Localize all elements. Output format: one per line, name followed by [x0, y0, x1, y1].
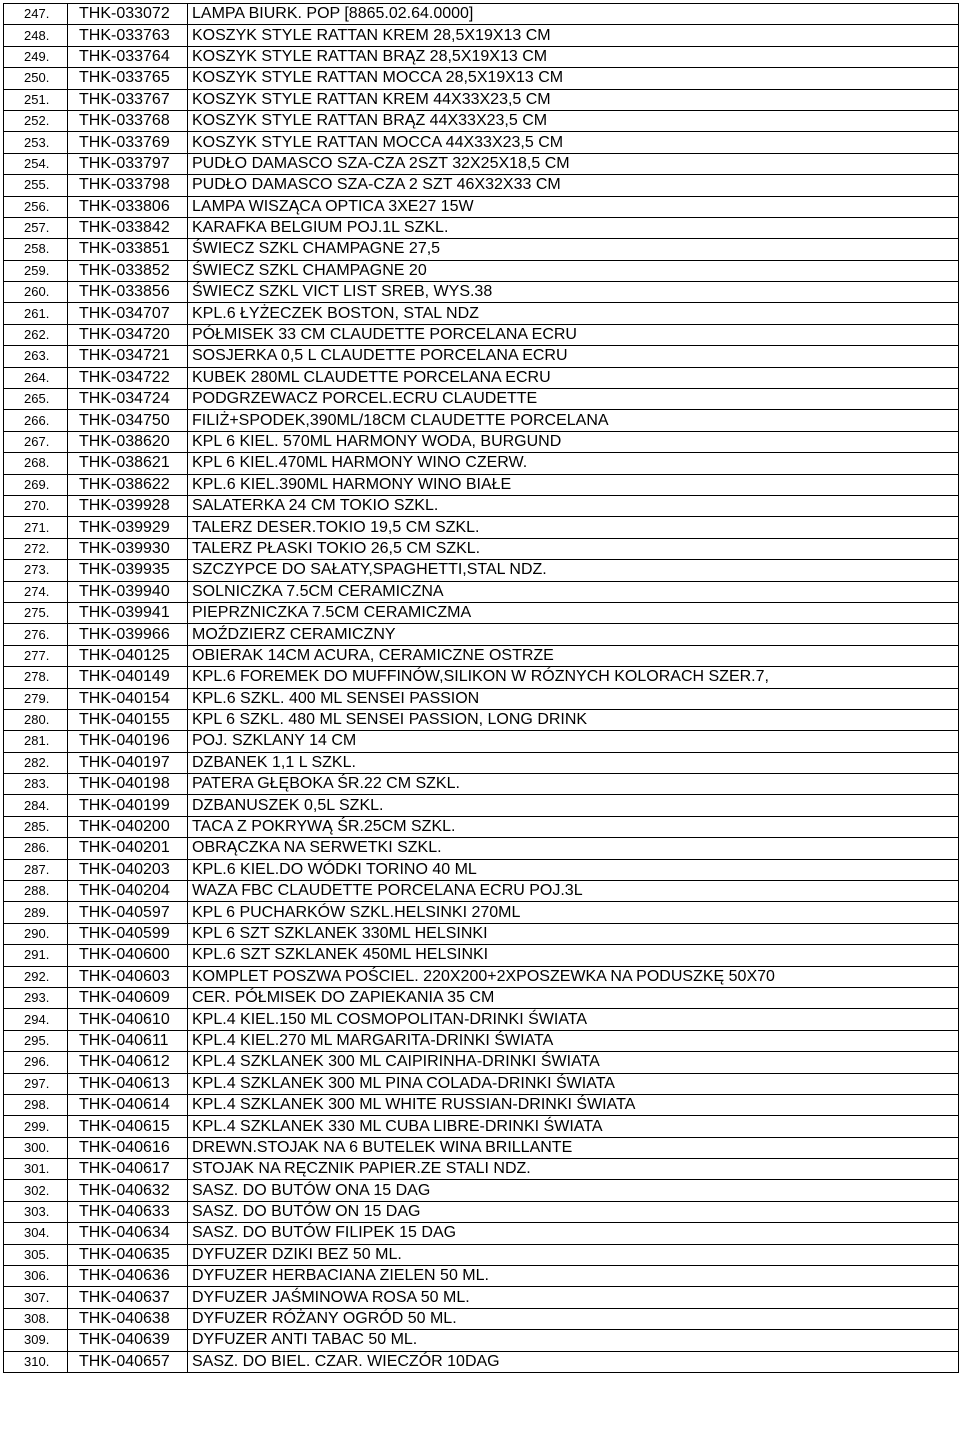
product-description: SOLNICZKA 7.5CM CERAMICZNA	[188, 581, 959, 602]
product-code: THK-034707	[68, 303, 188, 324]
product-description: KPL 6 KIEL. 570ML HARMONY WODA, BURGUND	[188, 431, 959, 452]
product-description: SASZ. DO BUTÓW ON 15 DAG	[188, 1201, 959, 1222]
product-code: THK-033767	[68, 89, 188, 110]
product-description: KPL.4 SZKLANEK 300 ML PINA COLADA-DRINKI ŚWIATA	[188, 1073, 959, 1094]
product-code: THK-040613	[68, 1073, 188, 1094]
table-row	[4, 25, 959, 46]
product-description: DYFUZER DZIKI BEZ 50 ML.	[188, 1244, 959, 1265]
product-code: THK-040636	[68, 1266, 188, 1287]
product-description: KOSZYK STYLE RATTAN MOCCA 44X33X23,5 CM	[188, 132, 959, 153]
product-description: CER. PÓŁMISEK DO ZAPIEKANIA 35 CM	[188, 987, 959, 1008]
table-row	[4, 282, 959, 303]
product-description: OBIERAK 14CM ACURA, CERAMICZNE OSTRZE	[188, 645, 959, 666]
product-code: THK-040617	[68, 1159, 188, 1180]
table-row	[4, 346, 959, 367]
row-number: 282.	[4, 752, 68, 773]
row-number: 263.	[4, 346, 68, 367]
table-row	[4, 453, 959, 474]
table-row	[4, 239, 959, 260]
row-number: 262.	[4, 324, 68, 345]
product-description: MOŹDZIERZ CERAMICZNY	[188, 624, 959, 645]
product-code: THK-034750	[68, 410, 188, 431]
product-description: PÓŁMISEK 33 CM CLAUDETTE PORCELANA ECRU	[188, 324, 959, 345]
table-row	[4, 1351, 959, 1372]
product-code: THK-040616	[68, 1137, 188, 1158]
row-number: 252.	[4, 110, 68, 131]
product-description: KPL.4 SZKLANEK 330 ML CUBA LIBRE-DRINKI ŚWIATA	[188, 1116, 959, 1137]
row-number: 300.	[4, 1137, 68, 1158]
table-row	[4, 410, 959, 431]
row-number: 273.	[4, 560, 68, 581]
row-number: 247.	[4, 4, 68, 25]
product-list-body	[4, 4, 959, 1373]
product-code: THK-033768	[68, 110, 188, 131]
table-row	[4, 1223, 959, 1244]
product-code: THK-040615	[68, 1116, 188, 1137]
product-code: THK-040125	[68, 645, 188, 666]
product-description: KPL.4 KIEL.150 ML COSMOPOLITAN-DRINKI ŚWIATA	[188, 1009, 959, 1030]
row-number: 278.	[4, 667, 68, 688]
table-row	[4, 260, 959, 281]
table-row	[4, 89, 959, 110]
product-code: THK-040203	[68, 859, 188, 880]
product-description: KPL.6 SZKL. 400 ML SENSEI PASSION	[188, 688, 959, 709]
product-code: THK-033798	[68, 175, 188, 196]
product-code: THK-034724	[68, 389, 188, 410]
product-description: TACA Z POKRYWĄ ŚR.25CM SZKL.	[188, 816, 959, 837]
table-row	[4, 110, 959, 131]
table-row	[4, 517, 959, 538]
product-description: TALERZ DESER.TOKIO 19,5 CM SZKL.	[188, 517, 959, 538]
product-description: KPL 6 SZKL. 480 ML SENSEI PASSION, LONG DRINK	[188, 709, 959, 730]
product-description: OBRĄCZKA NA SERWETKI SZKL.	[188, 838, 959, 859]
product-description: PIEPRZNICZKA 7.5CM CERAMICZMA	[188, 602, 959, 623]
table-row	[4, 1073, 959, 1094]
row-number: 302.	[4, 1180, 68, 1201]
product-description: DYFUZER ANTI TABAC 50 ML.	[188, 1330, 959, 1351]
row-number: 254.	[4, 153, 68, 174]
row-number: 294.	[4, 1009, 68, 1030]
table-row	[4, 795, 959, 816]
product-description: KPL.6 SZT SZKLANEK 450ML HELSINKI	[188, 945, 959, 966]
table-row	[4, 881, 959, 902]
product-code: THK-040632	[68, 1180, 188, 1201]
row-number: 297.	[4, 1073, 68, 1094]
product-code: THK-040600	[68, 945, 188, 966]
product-code: THK-040198	[68, 774, 188, 795]
product-code: THK-040610	[68, 1009, 188, 1030]
product-code: THK-038621	[68, 453, 188, 474]
product-description: KPL 6 KIEL.470ML HARMONY WINO CZERW.	[188, 453, 959, 474]
product-code: THK-040199	[68, 795, 188, 816]
table-row	[4, 367, 959, 388]
product-description: KPL.6 KIEL.390ML HARMONY WINO BIAŁE	[188, 474, 959, 495]
row-number: 304.	[4, 1223, 68, 1244]
table-row	[4, 624, 959, 645]
row-number: 295.	[4, 1030, 68, 1051]
row-number: 253.	[4, 132, 68, 153]
table-row	[4, 1287, 959, 1308]
row-number: 266.	[4, 410, 68, 431]
table-row	[4, 602, 959, 623]
table-row	[4, 987, 959, 1008]
table-row	[4, 1030, 959, 1051]
row-number: 274.	[4, 581, 68, 602]
product-description: KOSZYK STYLE RATTAN BRĄZ 44X33X23,5 CM	[188, 110, 959, 131]
table-row	[4, 1052, 959, 1073]
table-row	[4, 688, 959, 709]
product-code: THK-040639	[68, 1330, 188, 1351]
row-number: 308.	[4, 1308, 68, 1329]
product-description: KPL.6 ŁYŻECZEK BOSTON, STAL NDZ	[188, 303, 959, 324]
row-number: 268.	[4, 453, 68, 474]
table-row	[4, 1330, 959, 1351]
product-code: THK-040155	[68, 709, 188, 730]
product-code: THK-040637	[68, 1287, 188, 1308]
product-code: THK-038622	[68, 474, 188, 495]
table-row	[4, 132, 959, 153]
row-number: 248.	[4, 25, 68, 46]
product-description: SASZ. DO BUTÓW ONA 15 DAG	[188, 1180, 959, 1201]
row-number: 292.	[4, 966, 68, 987]
product-code: THK-040611	[68, 1030, 188, 1051]
table-row	[4, 731, 959, 752]
product-description: KPL.4 SZKLANEK 300 ML WHITE RUSSIAN-DRINKI ŚWIATA	[188, 1094, 959, 1115]
table-row	[4, 966, 959, 987]
row-number: 260.	[4, 282, 68, 303]
product-code: THK-040633	[68, 1201, 188, 1222]
product-description: ŚWIECZ SZKL CHAMPAGNE 20	[188, 260, 959, 281]
product-description: KOSZYK STYLE RATTAN MOCCA 28,5X19X13 CM	[188, 68, 959, 89]
product-code: THK-040634	[68, 1223, 188, 1244]
row-number: 259.	[4, 260, 68, 281]
product-code: THK-040638	[68, 1308, 188, 1329]
table-row	[4, 1180, 959, 1201]
row-number: 296.	[4, 1052, 68, 1073]
product-code: THK-033852	[68, 260, 188, 281]
product-description: SALATERKA 24 CM TOKIO SZKL.	[188, 495, 959, 516]
table-row	[4, 774, 959, 795]
product-description: KPL.6 FOREMEK DO MUFFINÓW,SILIKON W RÓZNYCH KOLORACH SZER.7,	[188, 667, 959, 688]
row-number: 286.	[4, 838, 68, 859]
table-row	[4, 667, 959, 688]
row-number: 255.	[4, 175, 68, 196]
product-code: THK-040612	[68, 1052, 188, 1073]
product-description: DYFUZER HERBACIANA ZIELEN 50 ML.	[188, 1266, 959, 1287]
product-description: DREWN.STOJAK NA 6 BUTELEK WINA BRILLANTE	[188, 1137, 959, 1158]
product-description: KPL.6 KIEL.DO WÓDKI TORINO 40 ML	[188, 859, 959, 880]
product-description: SOSJERKA 0,5 L CLAUDETTE PORCELANA ECRU	[188, 346, 959, 367]
product-description: PODGRZEWACZ PORCEL.ECRU CLAUDETTE	[188, 389, 959, 410]
table-row	[4, 1244, 959, 1265]
product-code: THK-038620	[68, 431, 188, 452]
row-number: 264.	[4, 367, 68, 388]
product-code: THK-040200	[68, 816, 188, 837]
product-description: POJ. SZKLANY 14 CM	[188, 731, 959, 752]
row-number: 272.	[4, 538, 68, 559]
product-code: THK-040603	[68, 966, 188, 987]
row-number: 301.	[4, 1159, 68, 1180]
table-row	[4, 752, 959, 773]
table-row	[4, 324, 959, 345]
product-description: PATERA GŁĘBOKA ŚR.22 CM SZKL.	[188, 774, 959, 795]
product-code: THK-040614	[68, 1094, 188, 1115]
table-row	[4, 945, 959, 966]
table-row	[4, 175, 959, 196]
product-code: THK-040196	[68, 731, 188, 752]
table-row	[4, 538, 959, 559]
table-row	[4, 1159, 959, 1180]
table-row	[4, 709, 959, 730]
row-number: 285.	[4, 816, 68, 837]
product-code: THK-039941	[68, 602, 188, 623]
row-number: 303.	[4, 1201, 68, 1222]
table-row	[4, 196, 959, 217]
product-code: THK-033764	[68, 46, 188, 67]
product-description: ŚWIECZ SZKL CHAMPAGNE 27,5	[188, 239, 959, 260]
table-row	[4, 923, 959, 944]
row-number: 258.	[4, 239, 68, 260]
table-row	[4, 153, 959, 174]
table-row	[4, 389, 959, 410]
table-row	[4, 495, 959, 516]
product-code: THK-034720	[68, 324, 188, 345]
row-number: 284.	[4, 795, 68, 816]
product-code: THK-040599	[68, 923, 188, 944]
product-code: THK-033842	[68, 217, 188, 238]
table-row	[4, 1116, 959, 1137]
product-description: DYFUZER JAŚMINOWA ROSA 50 ML.	[188, 1287, 959, 1308]
row-number: 309.	[4, 1330, 68, 1351]
table-row	[4, 581, 959, 602]
table-row	[4, 1137, 959, 1158]
row-number: 299.	[4, 1116, 68, 1137]
product-description: SASZ. DO BIEL. CZAR. WIECZÓR 10DAG	[188, 1351, 959, 1372]
product-description: PUDŁO DAMASCO SZA-CZA 2SZT 32X25X18,5 CM	[188, 153, 959, 174]
row-number: 288.	[4, 881, 68, 902]
product-description: KOSZYK STYLE RATTAN KREM 28,5X19X13 CM	[188, 25, 959, 46]
product-code: THK-040657	[68, 1351, 188, 1372]
table-row	[4, 4, 959, 25]
table-row	[4, 217, 959, 238]
product-description: PUDŁO DAMASCO SZA-CZA 2 SZT 46X32X33 CM	[188, 175, 959, 196]
row-number: 293.	[4, 987, 68, 1008]
table-row	[4, 1009, 959, 1030]
row-number: 287.	[4, 859, 68, 880]
product-code: THK-033072	[68, 4, 188, 25]
row-number: 289.	[4, 902, 68, 923]
row-number: 305.	[4, 1244, 68, 1265]
product-code: THK-033769	[68, 132, 188, 153]
row-number: 261.	[4, 303, 68, 324]
product-code: THK-040204	[68, 881, 188, 902]
row-number: 267.	[4, 431, 68, 452]
product-code: THK-033797	[68, 153, 188, 174]
product-description: SASZ. DO BUTÓW FILIPEK 15 DAG	[188, 1223, 959, 1244]
row-number: 275.	[4, 602, 68, 623]
row-number: 280.	[4, 709, 68, 730]
product-description: KOSZYK STYLE RATTAN KREM 44X33X23,5 CM	[188, 89, 959, 110]
row-number: 279.	[4, 688, 68, 709]
product-description: STOJAK NA RĘCZNIK PAPIER.ZE STALI NDZ.	[188, 1159, 959, 1180]
table-row	[4, 1201, 959, 1222]
row-number: 290.	[4, 923, 68, 944]
row-number: 251.	[4, 89, 68, 110]
row-number: 307.	[4, 1287, 68, 1308]
row-number: 277.	[4, 645, 68, 666]
product-description: KOMPLET POSZWA POŚCIEL. 220X200+2XPOSZEWKA NA PODUSZKĘ 50X70	[188, 966, 959, 987]
product-code: THK-033765	[68, 68, 188, 89]
table-row	[4, 859, 959, 880]
product-description: KARAFKA BELGIUM POJ.1L SZKL.	[188, 217, 959, 238]
table-row	[4, 816, 959, 837]
product-code: THK-033856	[68, 282, 188, 303]
product-code: THK-039966	[68, 624, 188, 645]
product-description: FILIŻ+SPODEK,390ML/18CM CLAUDETTE PORCELANA	[188, 410, 959, 431]
product-description: DZBANEK 1,1 L SZKL.	[188, 752, 959, 773]
row-number: 291.	[4, 945, 68, 966]
table-row	[4, 902, 959, 923]
product-code: THK-039929	[68, 517, 188, 538]
product-code: THK-039928	[68, 495, 188, 516]
row-number: 281.	[4, 731, 68, 752]
product-code: THK-033763	[68, 25, 188, 46]
table-row	[4, 474, 959, 495]
table-row	[4, 838, 959, 859]
product-description: WAZA FBC CLAUDETTE PORCELANA ECRU POJ.3L	[188, 881, 959, 902]
row-number: 283.	[4, 774, 68, 795]
product-description: TALERZ PŁASKI TOKIO 26,5 CM SZKL.	[188, 538, 959, 559]
product-description: DZBANUSZEK 0,5L SZKL.	[188, 795, 959, 816]
product-code: THK-040149	[68, 667, 188, 688]
product-code: THK-040635	[68, 1244, 188, 1265]
product-code: THK-039935	[68, 560, 188, 581]
product-description: KUBEK 280ML CLAUDETTE PORCELANA ECRU	[188, 367, 959, 388]
product-description: KOSZYK STYLE RATTAN BRĄZ 28,5X19X13 CM	[188, 46, 959, 67]
row-number: 310.	[4, 1351, 68, 1372]
product-code: THK-033806	[68, 196, 188, 217]
product-description: LAMPA WISZĄCA OPTICA 3XE27 15W	[188, 196, 959, 217]
product-description: KPL.4 SZKLANEK 300 ML CAIPIRINHA-DRINKI ŚWIATA	[188, 1052, 959, 1073]
row-number: 270.	[4, 495, 68, 516]
row-number: 249.	[4, 46, 68, 67]
table-row	[4, 645, 959, 666]
product-code: THK-040201	[68, 838, 188, 859]
table-row	[4, 1094, 959, 1115]
product-code: THK-034722	[68, 367, 188, 388]
row-number: 306.	[4, 1266, 68, 1287]
product-code: THK-040154	[68, 688, 188, 709]
row-number: 271.	[4, 517, 68, 538]
product-code: THK-034721	[68, 346, 188, 367]
table-row	[4, 1266, 959, 1287]
row-number: 257.	[4, 217, 68, 238]
product-description: SZCZYPCE DO SAŁATY,SPAGHETTI,STAL NDZ.	[188, 560, 959, 581]
row-number: 269.	[4, 474, 68, 495]
product-description: ŚWIECZ SZKL VICT LIST SREB, WYS.38	[188, 282, 959, 303]
product-description: DYFUZER RÓŻANY OGRÓD 50 ML.	[188, 1308, 959, 1329]
product-description: KPL 6 PUCHARKÓW SZKL.HELSINKI 270ML	[188, 902, 959, 923]
table-row	[4, 303, 959, 324]
table-row	[4, 68, 959, 89]
row-number: 265.	[4, 389, 68, 410]
row-number: 256.	[4, 196, 68, 217]
product-code: THK-039940	[68, 581, 188, 602]
table-row	[4, 431, 959, 452]
table-row	[4, 560, 959, 581]
product-description: LAMPA BIURK. POP [8865.02.64.0000]	[188, 4, 959, 25]
product-code: THK-039930	[68, 538, 188, 559]
row-number: 298.	[4, 1094, 68, 1115]
table-row	[4, 1308, 959, 1329]
product-code: THK-040597	[68, 902, 188, 923]
table-row	[4, 46, 959, 67]
product-description: KPL.4 KIEL.270 ML MARGARITA-DRINKI ŚWIATA	[188, 1030, 959, 1051]
product-code: THK-040609	[68, 987, 188, 1008]
row-number: 250.	[4, 68, 68, 89]
product-description: KPL 6 SZT SZKLANEK 330ML HELSINKI	[188, 923, 959, 944]
product-code: THK-040197	[68, 752, 188, 773]
product-code: THK-033851	[68, 239, 188, 260]
product-list-table	[3, 3, 959, 1373]
row-number: 276.	[4, 624, 68, 645]
